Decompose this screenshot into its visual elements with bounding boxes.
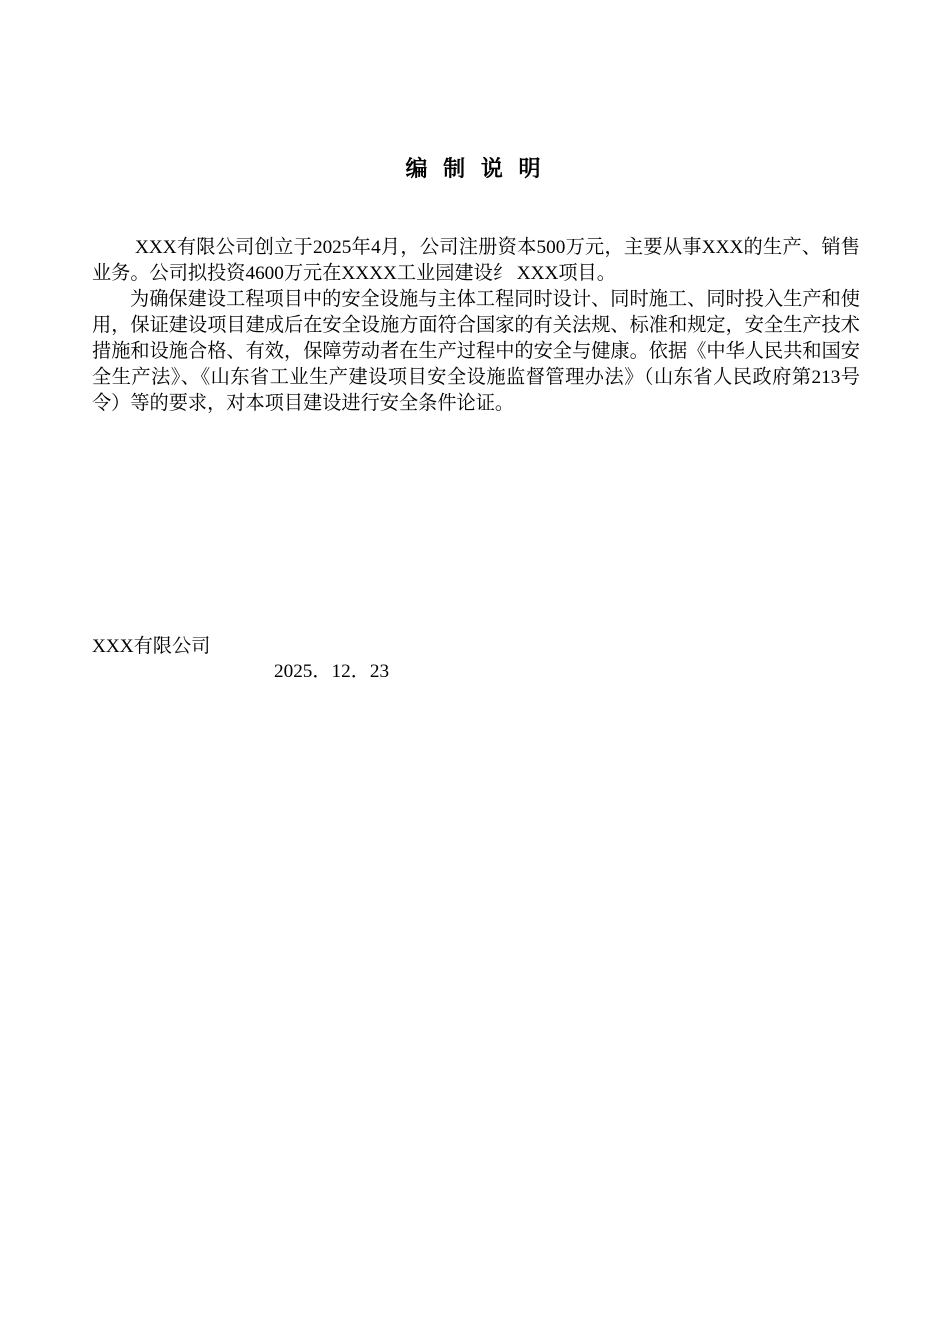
company-signature: XXX有限公司 [92,636,211,657]
document-date: 2025．12．23 [274,661,390,682]
paragraph-intro: XXX有限公司创立于2025年4月，公司注册资本500万元，主要从事XXX的生产、销售业务。公司拟投资4600万元在XXXX工业园建设纟 XXX项目。 [92,237,860,284]
document-title: 编 制 说 明 [405,157,545,182]
paragraph-purpose: 为确保建设工程项目中的安全设施与主体工程同时设计、同时施工、同时投入生产和使用，保证建设项目建成后在安全设施方面符合国家的有关法规、标准和规定，安全生产技术措施和设施合格、有效，保障劳动者在生产过程中的安全与健康。依据《中华人民共和国安全生产法》、《山东省工业生产建设项目安全设施监督管理办法》（山东省人民政府第213号令）等的要求，对本项目建设进行安全条件论证。 [92,289,860,414]
document-body [92,235,860,417]
